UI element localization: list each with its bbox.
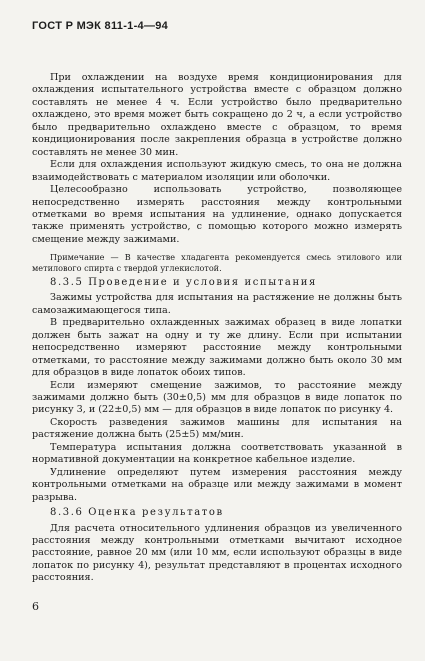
- paragraph: При охлаждении на воздухе время кондиционирования для охлаждения испытательного устройства вместе с образцом должно составлять не менее 4 ч. Если устройство было предварительно охлаждено, это время может быть сокращено до 2 ч, а если устройство было предварительно охлаждено вместе с образцом, то время кондиционирования после закрепления образца в устройстве должно составлять не менее 30 мин.: [32, 72, 402, 158]
- page-number: 6: [32, 600, 39, 613]
- paragraph: Скорость разведения зажимов машины для испытания на растяжение должна быть (25±5) мм/мин.: [32, 416, 402, 441]
- paragraph: Если для охлаждения используют жидкую смесь, то она не должна взаимодействовать с материалом изоляции или оболочки.: [32, 159, 402, 183]
- paragraph: В предварительно охлажденных зажимах образец в виде лопатки должен быть зажат на одну и ту же длину. Если при испытании непосредственно измеряют расстояние между контрольными отметками, то расстояние между зажимами должно быть около 30 мм для образцов в виде лопаток обоих типов.: [32, 317, 402, 379]
- section-heading-8-3-5: 8.3.5 Проведение и условия испытания: [50, 276, 317, 288]
- paragraph: Целесообразно использовать устройство, позволяющее непосредственно измерять расстояния между контрольными отметками во время испытания на удлинение, однако допускается также применять устройство, с помощью которого можно измерять смещение между зажимами.: [32, 184, 402, 245]
- paragraph: Зажимы устройства для испытания на растяжение не должны быть самозажимающегося типа.: [32, 292, 402, 316]
- paragraph: Если измеряют смещение зажимов, то расстояние между зажимами должно быть (30±0,5) мм для образцов в виде лопаток по рисунку 3, и (22±0,5) мм — для образцов в виде лопаток по рисунку 4.: [32, 379, 402, 416]
- paragraph: Для расчета относительного удлинения образцов из увеличенного расстояния между контрольными отметками вычитают исходное расстояние, равное 20 мм (или 10 мм, если используют образцы в виде лопаток по рисунку 4), результат представляют в процентах исходного расстояния.: [32, 522, 402, 584]
- section-heading-8-3-6: 8.3.6 Оценка результатов: [50, 507, 224, 519]
- note: Примечание — В качестве хладагента рекомендуется смесь этилового или метилового спирта с твердой углекислотой.: [32, 252, 402, 273]
- paragraph: Удлинение определяют путем измерения расстояния между контрольными отметками на образце или между зажимами в момент разрыва.: [32, 466, 402, 503]
- document-body: [32, 72, 402, 585]
- paragraph: Температура испытания должна соответствовать указанной в нормативной документации на конкретное кабельное изделие.: [32, 441, 402, 466]
- document-header: ГОСТ Р МЭК 811-1-4—94: [32, 20, 169, 32]
